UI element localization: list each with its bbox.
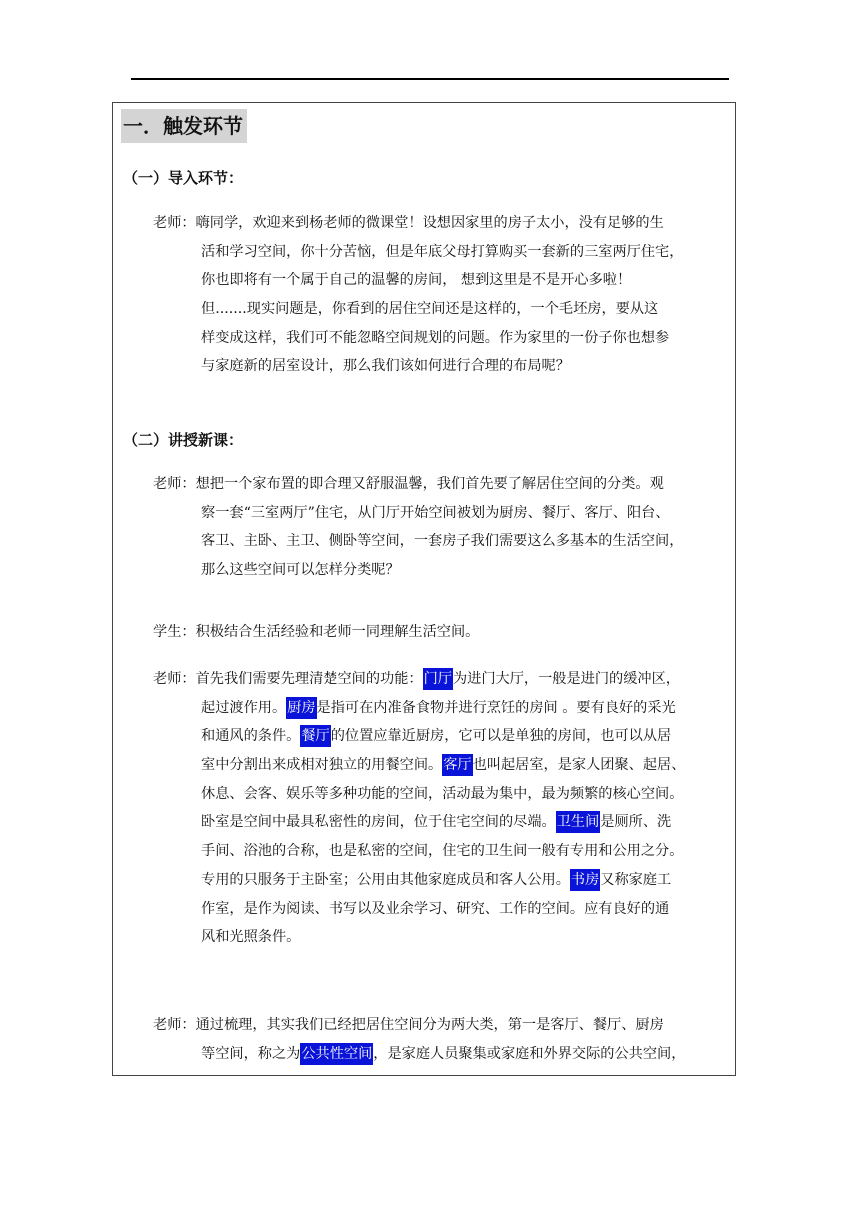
paragraph-intro [153,209,733,381]
highlight-term: 餐厅 [300,725,330,747]
speaker-label: 学生： [153,624,196,640]
subsection-title-intro: （一）导入环节： [123,169,244,187]
highlight-term: 公共性空间 [300,1043,373,1065]
content-table-cell [112,102,736,1076]
subsection-title-lecture: （二）讲授新课： [123,431,244,449]
text-line: 作室，是作为阅读、书写以及业余学习、研究、工作的空间。应有良好的通 [201,900,670,917]
text-line: 休息、会客、娱乐等多种功能的空间，活动最为集中，最为频繁的核心空间。 [201,785,684,802]
text-segment: 和通风的条件。 [201,728,301,745]
highlight-term: 书房 [570,869,600,891]
speaker-label: 老师： [153,1017,196,1033]
text-line: 与家庭新的居室设计，那么我们该如何进行合理的布局呢？ [201,358,570,375]
text-segment: 的位置应靠近厨房，它可以是单独的房间，也可以从居 [330,728,672,745]
paragraph-student [153,618,733,647]
highlight-term: 客厅 [442,754,472,776]
text-segment: 为进门大厅，一般是进门的缓冲区， [452,671,680,687]
paragraph-summary [153,1011,733,1068]
text-line: 样变成这样，我们可不能忽略空间规划的问题。作为家里的一份子你也想参 [201,329,670,346]
speaker-label: 老师： [153,215,196,231]
text-segment: 首先我们需要先理清楚空间的功能： [195,671,423,687]
text-segment: 是指可在内准备食物并进行烹饪的房间 。要有良好的采光 [316,699,676,716]
highlight-term: 厨房 [286,697,316,719]
highlight-term: 卫生间 [556,811,601,833]
text-line: 活和学习空间，你十分苦恼，但是年底父母打算购买一套新的三室两厅住宅， [201,243,684,260]
text-line: 手间、浴池的合称，也是私密的空间，住宅的卫生间一般有专用和公用之分。 [201,843,684,860]
speaker-label: 老师： [153,671,196,687]
text-line: 你也即将有一个属于自己的温馨的房间， 想到这里是不是开心多啦！ [201,272,632,289]
text-segment: 是厕所、洗 [600,814,672,831]
text-line: 通过梳理，其实我们已经把居住空间分为两大类，第一是客厅、餐厅、厨房 [195,1017,664,1033]
paragraph-functions [153,665,733,952]
section-title: 一．触发环节 [121,109,247,143]
text-segment: 等空间，称之为 [201,1045,301,1062]
text-segment: 室中分割出来成相对独立的用餐空间。 [201,757,443,774]
text-segment: 卧室是空间中最具私密性的房间，位于住宅空间的尽端。 [201,814,556,831]
text-segment: 起过渡作用。 [201,699,287,716]
text-line: 察一套“三室两厅”住宅，从门厅开始空间被划为厨房、餐厅、客厅、阳台、 [201,504,670,521]
text-line: 风和光照条件。 [201,929,301,946]
header-rule [131,78,729,80]
paragraph-classification [153,470,733,585]
highlight-term: 门厅 [423,668,453,690]
speaker-label: 老师： [153,476,196,492]
text-segment: 专用的只服务于主卧室；公用由其他家庭成员和客人公用。 [201,871,570,888]
text-line: 想把一个家布置的即合理又舒服温馨，我们首先要了解居住空间的分类。观 [195,476,664,492]
text-line: 但.......现实问题是，你看到的居住空间还是这样的，一个毛坯房，要从这 [201,301,659,318]
text-line: 嗨同学，欢迎来到杨老师的微课堂！设想因家里的房子太小，没有足够的生 [195,215,664,231]
text-segment: ，是家庭人员聚集或家庭和外界交际的公共空间， [373,1045,686,1062]
text-line: 客卫、主卧、主卫、侧卧等空间，一套房子我们需要这么多基本的生活空间， [201,533,684,550]
text-segment: 又称家庭工 [600,871,672,888]
text-line: 积极结合生活经验和老师一同理解生活空间。 [195,624,480,640]
text-line: 那么这些空间可以怎样分类呢？ [201,562,400,579]
text-segment: 也叫起居室，是家人团聚、起居、 [472,757,686,774]
